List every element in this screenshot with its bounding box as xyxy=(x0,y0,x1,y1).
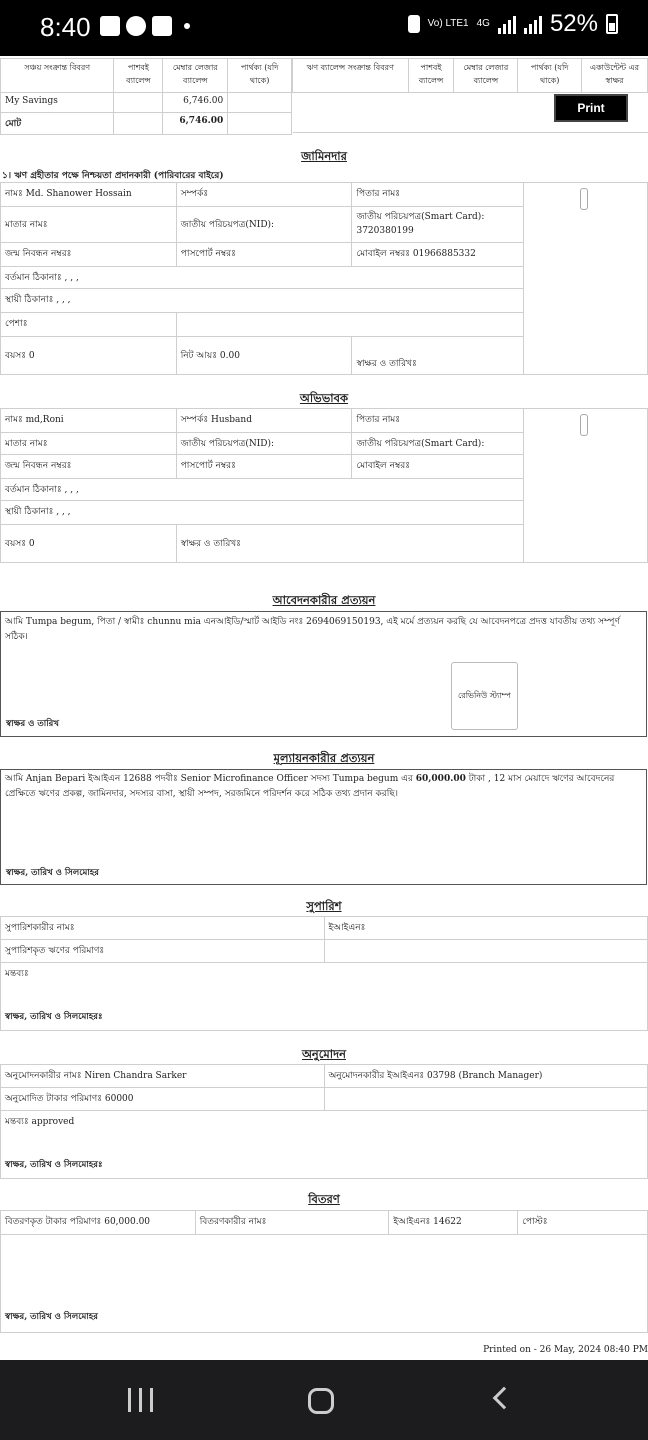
gallery-icon xyxy=(100,16,120,36)
guardian-mobile: মোবাইল নম্বরঃ xyxy=(352,455,524,479)
approval-sign: স্বাক্ষর, তারিখ ও সিলমোহরঃ xyxy=(5,1160,103,1170)
applicant-cert-title: আবেদনকারীর প্রত্যয়ন xyxy=(272,593,376,607)
recommendation-title: সুপারিশ xyxy=(306,899,342,913)
recommendation-sign: স্বাক্ষর, তারিখ ও সিলমোহরঃ xyxy=(5,1012,103,1022)
guarantor-name: নামঃ Md. Shanower Hossain xyxy=(1,183,177,207)
evaluator-amount: 60,000.00 xyxy=(415,774,466,784)
guardian-relation: সম্পর্কঃ Husband xyxy=(176,409,352,433)
guarantor-signature: স্বাক্ষর ও তারিখঃ xyxy=(352,337,524,375)
distributed-amount: বিতরণকৃত টাকার পরিমাণঃ 60,000.00 xyxy=(1,1211,196,1235)
guarantor-mother: মাতার নামঃ xyxy=(1,207,177,243)
header-ledger-balance: মেম্বার লেজার ব্যালেন্স xyxy=(163,59,228,93)
evaluator-text-after: টাকা , 12 মাস মেয়াদে ঋণের আবেদনের প্রেক্ষিতে ঋণের প্রকল্প, জামিনদার, সদস্যর বাসা, স্থায়ী সম্পদ, সরজমিনে পরিদর্শন করে সঠিক তথ্য প্রদান করছি। xyxy=(5,774,615,799)
guarantor-photo-placeholder xyxy=(580,188,588,210)
guarantor-subtitle: ১। ঋণ গ্রহীতার পক্ষে নিশ্চয়তা প্রদানকারী (পারিবারের বাইরে) xyxy=(2,171,224,181)
distribution-sign: স্বাক্ষর, তারিখ ও সিলমোহর xyxy=(5,1312,98,1322)
recommendation-table xyxy=(0,916,648,1031)
distributor-ein: ইআইএনঃ 14622 xyxy=(389,1211,518,1235)
distribution-sign-cell xyxy=(1,1235,648,1333)
battery-icon xyxy=(606,14,618,34)
network-type-label: 4G xyxy=(476,18,490,29)
distributor-name: বিতরণকারীর নামঃ xyxy=(195,1211,389,1235)
header-loan-ledger: মেম্বার লেজার ব্যালেন্স xyxy=(454,59,518,93)
app-icon xyxy=(152,16,172,36)
header-loan-passbook: পাশবই ব্যালেন্স xyxy=(408,59,454,93)
navigation-bar xyxy=(0,1360,648,1440)
guarantor-age: বয়সঃ 0 xyxy=(1,337,177,375)
savings-row-value: 6,746.00 xyxy=(163,93,228,113)
battery-percent: 52% xyxy=(549,10,598,37)
approval-table xyxy=(0,1064,648,1179)
guardian-age: বয়সঃ 0 xyxy=(1,525,177,563)
applicant-cert-text: আমি Tumpa begum, পিতা / স্বামীঃ chunnu mia এনআইডি/স্মার্ট আইডি নংঃ 2694069150193, এই মর্মে প্রত্যয়ন করছি যে আবেদনপত্রে প্রদত্ত যাবতীয় তথ্য সম্পূর্ণ সঠিক। xyxy=(5,617,620,642)
guardian-nid: জাতীয় পরিচয়পত্র(NID): xyxy=(176,433,352,455)
guarantor-birth-reg: জন্ম নিবন্ধন নম্বরঃ xyxy=(1,243,177,267)
header-passbook-balance: পাশবই ব্যালেন্স xyxy=(114,59,163,93)
system-icons xyxy=(408,10,618,38)
distribution-table xyxy=(0,1210,648,1333)
volte-label: Vo) LTE1 xyxy=(427,18,469,29)
evaluator-text-before: আমি Anjan Bepari ইআইএন 12688 পদবীঃ Senior Microfinance Officer সদস্য Tumpa begum এর xyxy=(5,774,413,784)
data-saver-icon xyxy=(408,15,420,33)
applicant-sign: স্বাক্ষর ও তারিখ xyxy=(6,719,59,729)
evaluator-sign: স্বাক্ষর, তারিখ ও সিলমোহর xyxy=(6,868,99,878)
guarantor-table xyxy=(0,182,648,375)
approval-title: অনুমোদন xyxy=(301,1047,347,1061)
recommender-name: সুপারিশকারীর নামঃ xyxy=(1,917,325,940)
savings-row-diff xyxy=(228,93,292,113)
guardian-birth-reg: জন্ম নিবন্ধন নম্বরঃ xyxy=(1,455,177,479)
guarantor-mobile: মোবাইল নম্বরঃ 01966885332 xyxy=(352,243,524,267)
chat-icon xyxy=(126,16,146,36)
evaluator-cert-title: মূল্যায়নকারীর প্রত্যয়ন xyxy=(273,751,375,765)
guarantor-photo-cell xyxy=(524,183,648,375)
recommender-ein: ইআইএনঃ xyxy=(324,917,648,940)
revenue-stamp-box xyxy=(451,662,518,730)
guarantor-smart-card: জাতীয় পরিচয়পত্র(Smart Card): 3720380199 xyxy=(352,207,524,243)
header-savings-details: সঞ্চয় সংক্রান্ত বিবরণ xyxy=(1,59,114,93)
savings-row-passbook xyxy=(114,93,163,113)
approval-comment: মন্তব্যঃ approved xyxy=(5,1117,75,1127)
document-page xyxy=(0,56,648,1360)
header-difference: পার্থক্য (যদি থাকে) xyxy=(228,59,292,93)
guarantor-permanent-address: স্থায়ী ঠিকানাঃ , , , xyxy=(1,289,524,313)
total-value: 6,746.00 xyxy=(163,113,228,135)
savings-table xyxy=(0,58,292,135)
recommendation-comment-cell xyxy=(1,963,648,1031)
approved-amount: অনুমোদিত টাকার পরিমাণঃ 60000 xyxy=(1,1088,325,1111)
signal-icon xyxy=(498,14,516,34)
recommendation-comment: মন্তব্যঃ xyxy=(5,969,29,979)
guardian-mother: মাতার নামঃ xyxy=(1,433,177,455)
guarantor-nid: জাতীয় পরিচয়পত্র(NID): xyxy=(176,207,352,243)
evaluator-cert-text xyxy=(5,772,643,802)
recommended-amount: সুপারিশকৃত ঋণের পরিমাণঃ xyxy=(1,940,325,963)
guarantor-relation: সম্পর্কঃ xyxy=(176,183,352,207)
guardian-father: পিতার নামঃ xyxy=(352,409,524,433)
more-notifications-icon xyxy=(184,23,190,29)
guardian-signature: স্বাক্ষর ও তারিখঃ xyxy=(176,525,524,563)
total-label: মোট xyxy=(1,113,114,135)
guardian-name: নামঃ md,Roni xyxy=(1,409,177,433)
total-passbook xyxy=(114,113,163,135)
header-loan-details: ঋণ ব্যালেন্স সংক্রান্ত বিবরণ xyxy=(293,59,409,93)
guarantor-present-address: বর্তমান ঠিকানাঃ , , , xyxy=(1,267,524,289)
guarantor-net-income: নিট আয়ঃ 0.00 xyxy=(176,337,352,375)
total-diff xyxy=(228,113,292,135)
guardian-photo-placeholder xyxy=(580,414,588,436)
printed-on: Printed on - 26 May, 2024 08:40 PM xyxy=(483,1345,648,1355)
recommended-amount-value xyxy=(324,940,648,963)
savings-row-label: My Savings xyxy=(1,93,114,113)
guardian-passport: পাসপোর্ট নম্বরঃ xyxy=(176,455,352,479)
guardian-permanent-address: স্থায়ী ঠিকানাঃ , , , xyxy=(1,501,524,525)
approval-comment-cell xyxy=(1,1111,648,1179)
guarantor-title: জামিনদার xyxy=(301,149,347,163)
guarantor-occupation: পেশাঃ xyxy=(1,313,177,337)
guardian-present-address: বর্তমান ঠিকানাঃ , , , xyxy=(1,479,524,501)
guarantor-father: পিতার নামঃ xyxy=(352,183,524,207)
approver-name: অনুমোদনকারীর নামঃ Niren Chandra Sarker xyxy=(1,1065,325,1088)
clock: 8:40 xyxy=(40,12,91,42)
revenue-stamp-label: রেভিনিউ স্ট্যাম্প xyxy=(458,690,511,700)
home-button[interactable] xyxy=(308,1388,334,1414)
header-loan-difference: পার্থক্য (যদি থাকে) xyxy=(518,59,582,93)
signal-icon-2 xyxy=(524,14,542,34)
guardian-smart-card: জাতীয় পরিচয়পত্র(Smart Card): xyxy=(352,433,524,455)
guarantor-occupation-value xyxy=(176,313,524,337)
notification-icons xyxy=(100,16,190,36)
distributor-post: পোস্টঃ xyxy=(518,1211,648,1235)
guarantor-passport: পাসপোর্ট নম্বরঃ xyxy=(176,243,352,267)
guardian-title: অভিভাবক xyxy=(299,391,349,405)
guardian-table xyxy=(0,408,648,563)
back-button[interactable] xyxy=(493,1387,516,1410)
approved-amount-extra xyxy=(324,1088,648,1111)
distribution-title: বিতরণ xyxy=(308,1192,340,1206)
print-button[interactable]: Print xyxy=(554,94,628,122)
status-bar xyxy=(0,0,648,56)
recent-apps-button[interactable] xyxy=(128,1388,153,1412)
header-accountant-signature: একাউন্টেন্ট এর স্বাক্ষর xyxy=(582,59,648,93)
approver-ein: অনুমোদনকারীর ইআইএনঃ 03798 (Branch Manager) xyxy=(324,1065,648,1088)
